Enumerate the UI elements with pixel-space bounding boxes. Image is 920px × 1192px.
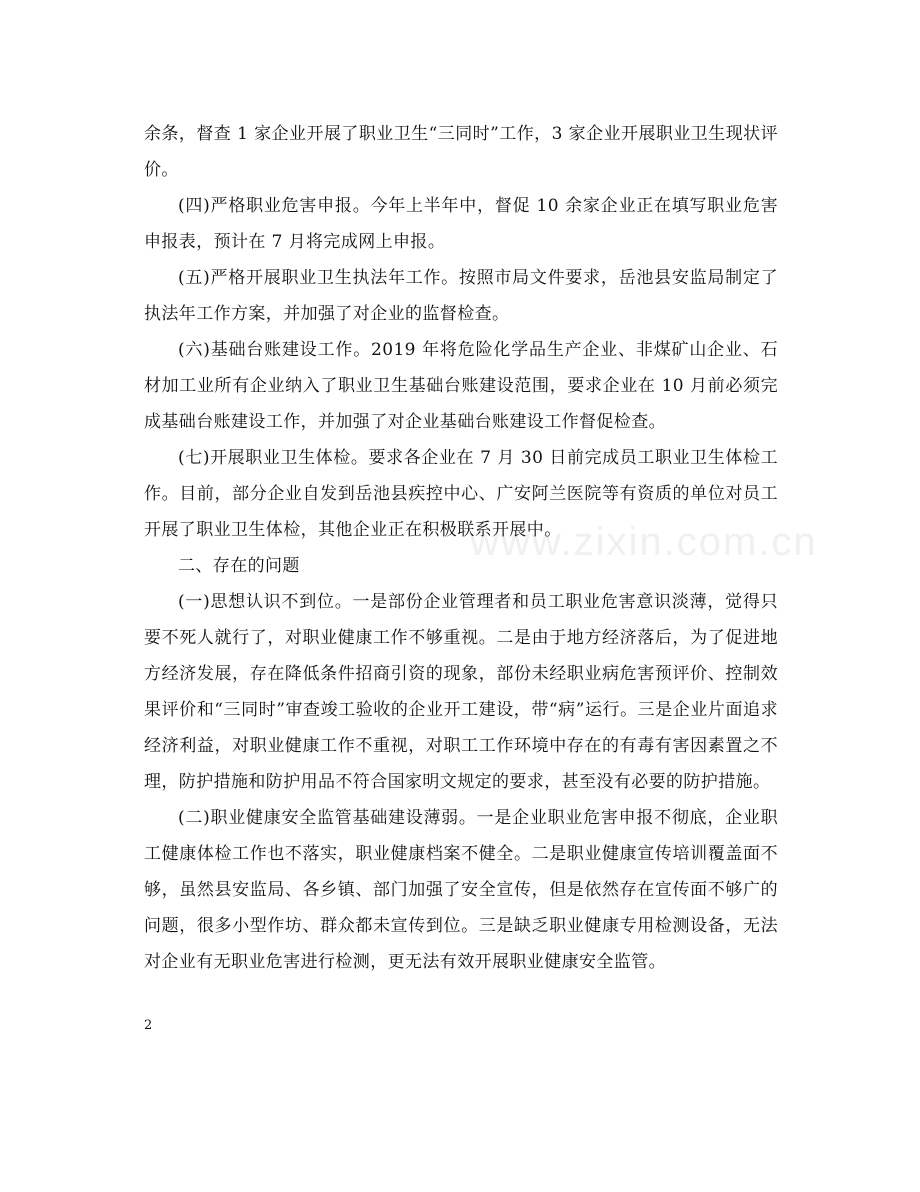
document-body [144,116,778,980]
problem-item-1: (一)思想认识不到位。一是部份企业管理者和员工职业危害意识淡薄，觉得只要不死人就行了，对职业健康工作不够重视。二是由于地方经济落后，为了促进地方经济发展，存在降低条件招商引资的现象，部份未经职业病危害预评价、控制效果评价和“三同时”审查竣工验收的企业开工建设，带“病”运行。三是企业片面追求经济利益，对职业健康工作不重视，对职工工作环境中存在的有毒有害因素置之不理，防护措施和防护用品不符合国家明文规定的要求，甚至没有必要的防护措施。 [144,592,778,792]
paragraph-item-5: (五)严格开展职业卫生执法年工作。按照市局文件要求，岳池县安监局制定了执法年工作方案，并加强了对企业的监督检查。 [144,268,778,324]
problem-item-2: (二)职业健康安全监管基础建设薄弱。一是企业职业危害申报不彻底，企业职工健康体检工作也不落实，职业健康档案不健全。二是职业健康宣传培训覆盖面不够，虽然县安监局、各乡镇、部门加强了安全宣传，但是依然存在宣传面不够广的问题，很多小型作坊、群众都未宣传到位。三是缺乏职业健康专用检测设备，无法对企业有无职业危害进行检测，更无法有效开展职业健康安全监管。 [144,808,778,972]
section-heading: 二、存在的问题 [178,556,300,576]
paragraph-item-4: (四)严格职业危害申报。今年上半年中，督促 10 余家企业正在填写职业危害申报表，预计在 7 月将完成网上申报。 [144,196,778,252]
page-number: 2 [144,1018,153,1033]
watermark: www.zixin.com.cn [470,520,818,564]
paragraph-item-7: (七)开展职业卫生体检。要求各企业在 7 月 30 日前完成员工职业卫生体检工作。目前，部分企业自发到岳池县疾控中心、广安阿兰医院等有资质的单位对员工开展了职业卫生体检，其他企业正在积极联系开展中。 [144,448,778,540]
paragraph-item-6: (六)基础台账建设工作。2019 年将危险化学品生产企业、非煤矿山企业、石材加工业所有企业纳入了职业卫生基础台账建设范围，要求企业在 10 月前必须完成基础台账建设工作，并加强了对企业基础台账建设工作督促检查。 [144,340,778,432]
paragraph-continued: 余条，督查 1 家企业开展了职业卫生“三同时”工作，3 家企业开展职业卫生现状评价。 [144,124,778,180]
